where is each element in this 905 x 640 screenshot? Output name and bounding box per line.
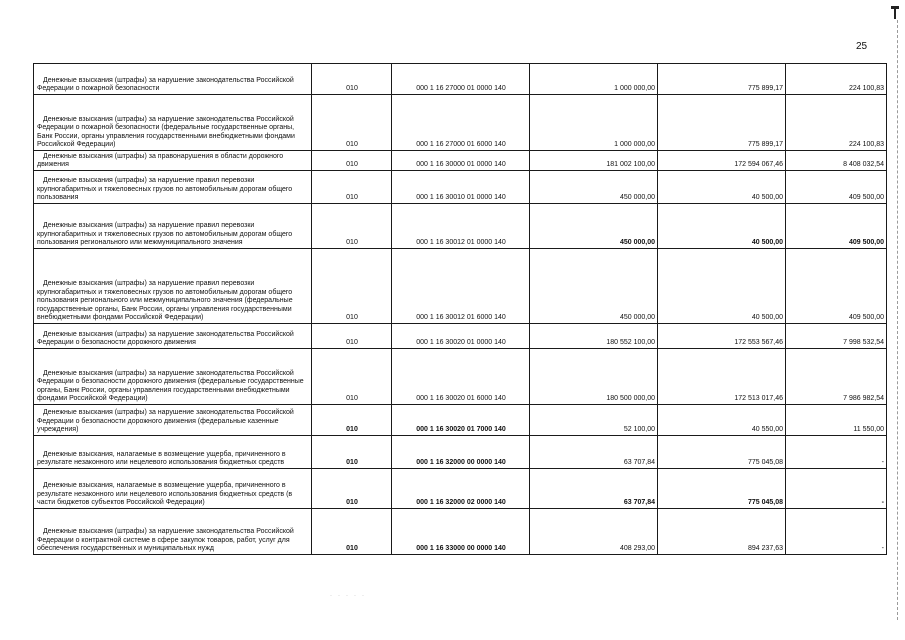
row-approved-amount: 181 002 100,00 bbox=[530, 151, 658, 171]
row-executed-amount: 775 899,17 bbox=[658, 95, 786, 151]
row-description-text: Денежные взыскания (штрафы) за нарушение правил перевозки крупногабаритных и тяжеловесных грузов по автомобильным дорогам общего пользования регионального или межмуниципального значения (федеральные государственные органы, Банк России, органы управления государственными внебюджетными фондами Российской Федерации) bbox=[37, 280, 293, 322]
row-line-code: 010 bbox=[312, 249, 392, 324]
row-unexecuted-amount: 11 550,00 bbox=[786, 405, 887, 436]
row-line-code: 010 bbox=[312, 405, 392, 436]
row-approved-amount: 1 000 000,00 bbox=[530, 95, 658, 151]
row-description bbox=[34, 509, 312, 555]
row-unexecuted-amount: - bbox=[786, 509, 887, 555]
table-row bbox=[34, 349, 887, 405]
row-line-code: 010 bbox=[312, 324, 392, 349]
row-approved-amount: 450 000,00 bbox=[530, 204, 658, 249]
row-executed-amount: 775 045,08 bbox=[658, 436, 786, 469]
row-executed-amount: 775 899,17 bbox=[658, 64, 786, 95]
row-approved-amount: 450 000,00 bbox=[530, 249, 658, 324]
row-description-text: Денежные взыскания, налагаемые в возмещение ущерба, причиненного в результате незаконного или нецелевого использования бюджетных средств bbox=[37, 450, 286, 467]
row-budget-code: 000 1 16 30012 01 0000 140 bbox=[392, 204, 530, 249]
row-description-text: Денежные взыскания (штрафы) за нарушение законодательства Российской Федерации о контрактной системе в сфере закупок товаров, работ, услуг для обеспечения государственных и муниципальных нужд bbox=[37, 528, 294, 553]
row-description bbox=[34, 469, 312, 509]
row-unexecuted-amount: 7 986 982,54 bbox=[786, 349, 887, 405]
row-description-text: Денежные взыскания, налагаемые в возмещение ущерба, причиненного в результате незаконного или нецелевого использования бюджетных средств (в части бюджетов субъектов Российской Федерации) bbox=[37, 482, 293, 507]
row-description bbox=[34, 171, 312, 204]
row-executed-amount: 894 237,63 bbox=[658, 509, 786, 555]
row-line-code: 010 bbox=[312, 95, 392, 151]
income-report-table bbox=[33, 63, 887, 555]
row-budget-code: 000 1 16 30012 01 6000 140 bbox=[392, 249, 530, 324]
row-budget-code: 000 1 16 30020 01 6000 140 bbox=[392, 349, 530, 405]
row-description bbox=[34, 405, 312, 436]
row-line-code: 010 bbox=[312, 151, 392, 171]
row-budget-code: 000 1 16 32000 02 0000 140 bbox=[392, 469, 530, 509]
row-description bbox=[34, 64, 312, 95]
row-unexecuted-amount: 224 100,83 bbox=[786, 64, 887, 95]
table-row bbox=[34, 469, 887, 509]
row-description bbox=[34, 436, 312, 469]
row-budget-code: 000 1 16 27000 01 0000 140 bbox=[392, 64, 530, 95]
row-line-code: 010 bbox=[312, 204, 392, 249]
row-executed-amount: 775 045,08 bbox=[658, 469, 786, 509]
row-unexecuted-amount: 8 408 032,54 bbox=[786, 151, 887, 171]
table-row bbox=[34, 509, 887, 555]
row-description-text: Денежные взыскания (штрафы) за нарушение правил перевозки крупногабаритных и тяжеловесных грузов по автомобильным дорогам общего пользования регионального или межмуниципального значения bbox=[37, 222, 293, 247]
row-approved-amount: 1 000 000,00 bbox=[530, 64, 658, 95]
row-approved-amount: 180 552 100,00 bbox=[530, 324, 658, 349]
table-row bbox=[34, 64, 887, 95]
row-description bbox=[34, 349, 312, 405]
row-description-text: Денежные взыскания (штрафы) за нарушение правил перевозки крупногабаритных и тяжеловесных грузов по автомобильным дорогам общего пользования bbox=[37, 177, 293, 202]
row-line-code: 010 bbox=[312, 171, 392, 204]
table-body bbox=[34, 64, 887, 555]
row-line-code: 010 bbox=[312, 509, 392, 555]
row-line-code: 010 bbox=[312, 436, 392, 469]
row-executed-amount: 172 594 067,46 bbox=[658, 151, 786, 171]
row-approved-amount: 52 100,00 bbox=[530, 405, 658, 436]
row-approved-amount: 63 707,84 bbox=[530, 469, 658, 509]
row-budget-code: 000 1 16 33000 00 0000 140 bbox=[392, 509, 530, 555]
row-executed-amount: 40 500,00 bbox=[658, 204, 786, 249]
row-approved-amount: 180 500 000,00 bbox=[530, 349, 658, 405]
row-executed-amount: 40 550,00 bbox=[658, 405, 786, 436]
row-line-code: 010 bbox=[312, 349, 392, 405]
row-description bbox=[34, 151, 312, 171]
row-executed-amount: 40 500,00 bbox=[658, 171, 786, 204]
row-description bbox=[34, 249, 312, 324]
row-unexecuted-amount: 224 100,83 bbox=[786, 95, 887, 151]
row-approved-amount: 408 293,00 bbox=[530, 509, 658, 555]
row-budget-code: 000 1 16 27000 01 6000 140 bbox=[392, 95, 530, 151]
scan-edge-mark-stem bbox=[894, 9, 896, 19]
row-budget-code: 000 1 16 30010 01 0000 140 bbox=[392, 171, 530, 204]
table-row bbox=[34, 324, 887, 349]
row-line-code: 010 bbox=[312, 469, 392, 509]
row-budget-code: 000 1 16 30000 01 0000 140 bbox=[392, 151, 530, 171]
row-description bbox=[34, 95, 312, 151]
row-unexecuted-amount: 409 500,00 bbox=[786, 249, 887, 324]
table-row bbox=[34, 151, 887, 171]
row-unexecuted-amount: 409 500,00 bbox=[786, 171, 887, 204]
row-description-text: Денежные взыскания (штрафы) за нарушение законодательства Российской Федерации о безопасности дорожного движения bbox=[37, 330, 294, 347]
table-row bbox=[34, 95, 887, 151]
row-unexecuted-amount: - bbox=[786, 436, 887, 469]
row-approved-amount: 63 707,84 bbox=[530, 436, 658, 469]
row-description bbox=[34, 204, 312, 249]
table-row bbox=[34, 436, 887, 469]
row-description-text: Денежные взыскания (штрафы) за нарушение законодательства Российской Федерации о безопасности дорожного движения (федеральные казенные учреждения) bbox=[37, 409, 294, 434]
row-line-code: 010 bbox=[312, 64, 392, 95]
row-executed-amount: 40 500,00 bbox=[658, 249, 786, 324]
table-row bbox=[34, 204, 887, 249]
row-unexecuted-amount: 7 998 532,54 bbox=[786, 324, 887, 349]
row-unexecuted-amount: - bbox=[786, 469, 887, 509]
page-number: 25 bbox=[856, 41, 868, 52]
row-description-text: Денежные взыскания (штрафы) за нарушение законодательства Российской Федерации о безопасности дорожного движения (федеральные государственные органы, Банк России, органы управления государственными внебюджетными фондами Российской Федерации) bbox=[37, 369, 304, 403]
row-description bbox=[34, 324, 312, 349]
scan-noise: ····· bbox=[330, 593, 370, 599]
row-budget-code: 000 1 16 30020 01 7000 140 bbox=[392, 405, 530, 436]
row-description-text: Денежные взыскания (штрафы) за правонарушения в области дорожного движения bbox=[37, 152, 284, 169]
row-description-text: Денежные взыскания (штрафы) за нарушение законодательства Российской Федерации о пожарной безопасности (федеральные государственные органы, Банк России, органы управления государственными внебюджетными фондами Российской Федерации) bbox=[37, 115, 295, 149]
table-row bbox=[34, 249, 887, 324]
table-row bbox=[34, 405, 887, 436]
row-executed-amount: 172 513 017,46 bbox=[658, 349, 786, 405]
table-row bbox=[34, 171, 887, 204]
row-unexecuted-amount: 409 500,00 bbox=[786, 204, 887, 249]
row-executed-amount: 172 553 567,46 bbox=[658, 324, 786, 349]
scan-edge-line bbox=[897, 20, 899, 620]
row-description-text: Денежные взыскания (штрафы) за нарушение законодательства Российской Федерации о пожарной безопасности bbox=[37, 76, 294, 93]
row-approved-amount: 450 000,00 bbox=[530, 171, 658, 204]
row-budget-code: 000 1 16 30020 01 0000 140 bbox=[392, 324, 530, 349]
report-table-container bbox=[33, 63, 887, 555]
row-budget-code: 000 1 16 32000 00 0000 140 bbox=[392, 436, 530, 469]
